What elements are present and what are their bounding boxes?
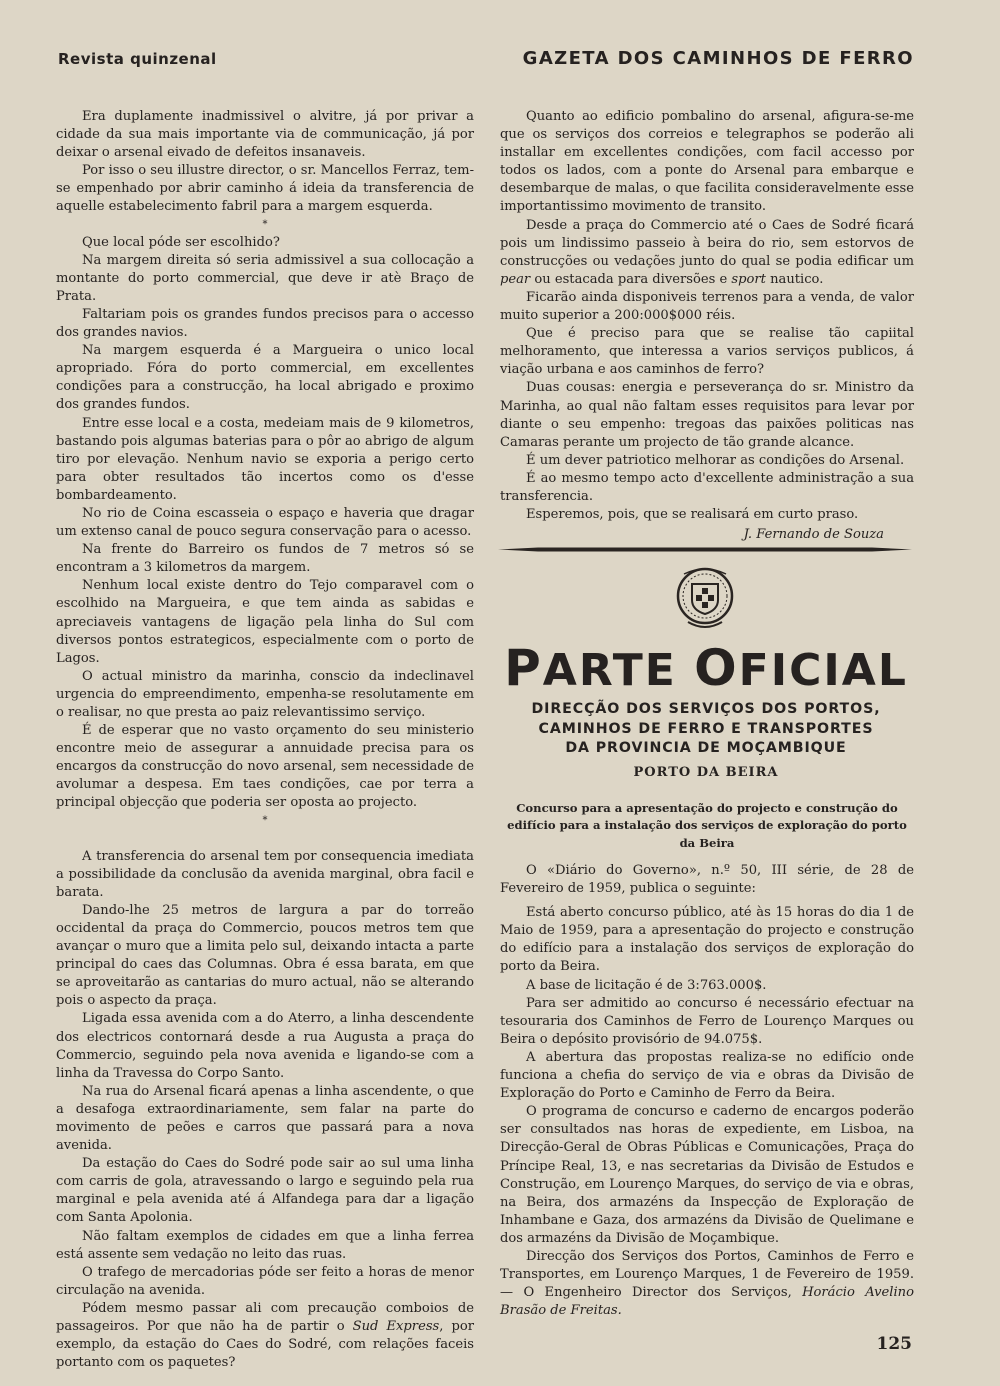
page-header bbox=[58, 50, 914, 74]
notice-title: Concurso para a apresentação do projecto e construção do edifício para a instalação dos serviços de exploração do porto da Beira bbox=[507, 801, 907, 850]
header-right: GAZETA DOS CAMINHOS DE FERRO bbox=[522, 48, 914, 69]
paragraph: Está aberto concurso público, até às 15 horas do dia 1 de Maio de 1959, para a apresentação do projecto e construção do edifício para a instalação dos serviços de exploração do porto da Beira. bbox=[500, 905, 914, 975]
paragraph: Nenhum local existe dentro do Tejo comparavel com o escolhido na Margueira, e que tem ainda as sabidas e apreciaveis vantagens de ligação pela linha do Sul com diversos pontos estrategicos, especialmente com o porto de Lagos. bbox=[56, 578, 474, 666]
paragraph: Na margem esquerda é a Margueira o unico local apropriado. Fóra do porto commercial, em excellentes condições para a construcção, ha local abrigado e proximo dos grandes fundos. bbox=[56, 343, 474, 413]
paragraph: Ficarão ainda disponiveis terrenos para a venda, de valor muito superior a 200:000$000 réis. bbox=[500, 289, 914, 324]
emphasis-text: sport bbox=[731, 271, 766, 287]
paragraph: Na margem direita só seria admissivel a sua collocação a montante do porto commercial, que deve ir atè Braço de Prata. bbox=[56, 252, 474, 304]
paragraph: Que é preciso para que se realise tão capiital melhoramento, que interessa a varios serviços publicos, á viação urbana e aos caminhos de ferro? bbox=[500, 326, 914, 378]
text-run: Pódem mesmo passar ali com precaução comboios de passageiros. Por que não ha de partir o bbox=[56, 1300, 474, 1334]
text-run: Direcção dos Serviços dos Portos, Caminhos de Ferro e Transportes, em Lourenço Marques, 1 de Fevereiro de 1959. — O Engenheiro Director dos Serviços, bbox=[500, 1248, 914, 1301]
paragraph: Na rua do Arsenal ficará apenas a linha ascendente, o que a desafoga extraordinariamente, sem falar na parte do movimento de peões e carros que passará para a nova avenida. bbox=[56, 1083, 474, 1154]
department-heading bbox=[498, 700, 914, 759]
heading-line: CAMINHOS DE FERRO E TRANSPORTES bbox=[538, 720, 874, 737]
paragraph bbox=[56, 1300, 474, 1372]
emphasis-text: Sud Express bbox=[352, 1319, 440, 1334]
right-column bbox=[500, 108, 914, 544]
paragraph: A abertura das propostas realiza-se no edifício onde funciona a chefia do serviço de via e obras da Divisão de Exploração do Porto e Caminho de Ferro da Beira. bbox=[500, 1049, 914, 1102]
text-run: Desde a praça do Commercio até o Caes de Sodré ficará pois um lindissimo passeio à beira do rio, sem estorvos de construcções ou vedações junto do qual se podia edificar um bbox=[500, 217, 914, 269]
title-initial: P bbox=[504, 639, 543, 697]
paragraph: Era duplamente inadmissivel o alvitre, já por privar a cidade da sua mais importante via de communicação, já por deixar o arsenal eivado de defeitos insanaveis. bbox=[56, 109, 474, 161]
paragraph: É de esperar que no vasto orçamento do seu ministerio encontre meio de assegurar a annuidade precisa para os encargos da construcção do novo arsenal, sem necessidade de avolumar a despesa. Em taes condições, cae por terra a principal objecção que poderia ser oposta ao projecto. bbox=[56, 723, 474, 811]
section-separator: * bbox=[262, 218, 268, 230]
left-column bbox=[56, 108, 474, 1372]
paragraph: Para ser admitido ao concurso é necessário efectuar na tesouraria dos Caminhos de Ferro de Lourenço Marques ou Beira o depósito provisório de 94.075$. bbox=[500, 995, 914, 1047]
paragraph: É um dever patriotico melhorar as condições do Arsenal. bbox=[526, 452, 905, 468]
section-separator: * bbox=[262, 814, 268, 826]
paragraph: Duas cousas: energia e perseverança do sr. Ministro da Marinha, ao qual não faltam esses requisitos para levar por diante o seu empenho: tregoas das paixões politicas nas Camaras perante um projecto de tão grande alcance. bbox=[500, 380, 914, 450]
notice-body bbox=[500, 862, 914, 1320]
section-divider bbox=[498, 544, 912, 555]
paragraph bbox=[500, 1248, 914, 1320]
text-run: , por exemplo, da estação do Caes do Sodré, com relações faceis portanto com os paquetes? bbox=[56, 1319, 474, 1371]
subheading: PORTO DA BEIRA bbox=[633, 765, 779, 780]
paragraph: O programa de concurso e caderno de encargos poderão ser consultados nas horas de expediente, em Lisboa, na Direcção-Geral de Obras Públicas e Comunicações, Praça do Príncipe Real, 13, e nas secretarias da Divisão de Estudos e Construção, em Lourenço Marques, do serviço de via e obras, na Beira, dos armazéns da Inspecção de Exploração de Inhambane e Gaza, dos armazéns da Divisão de Quelimane e dos armazéns da Divisão de Moçambique. bbox=[500, 1104, 914, 1246]
section-title bbox=[498, 639, 914, 697]
paragraph: O «Diário do Governo», n.º 50, III série, de 28 de Fevereiro de 1959, publica o seguinte: bbox=[500, 863, 914, 897]
paragraph bbox=[500, 217, 914, 289]
paragraph: O trafego de mercadorias póde ser feito a horas de menor circulação na avenida. bbox=[56, 1264, 474, 1298]
author-signature: J. Fernando de Souza bbox=[743, 527, 884, 543]
paragraph: No rio de Coina escasseia o espaço e haveria que dragar um extenso canal de pouco segura conservação para o acesso. bbox=[56, 505, 474, 540]
paragraph: Não faltam exemplos de cidades em que a linha ferrea está assente sem vedação no leito das ruas. bbox=[56, 1228, 474, 1262]
emphasis-text: Horácio Avelino Brasão de Freitas. bbox=[500, 1285, 914, 1319]
paragraph: Quanto ao edificio pombalino do arsenal, afigura-se-me que os serviços dos correios e telegraphos se poderão ali installar em excellentes condições, com facil accesso por todos os lados, com a ponte do Arsenal para embarque e desembarque de malas, o que facilita consideravelmente esse importantissimo movimento de transito. bbox=[500, 109, 914, 215]
paragraph: O actual ministro da marinha, conscio da indeclinavel urgencia do empreendimento, empenha-se resolutamente em o realisar, no que presta ao paiz relevantissimo serviço. bbox=[56, 668, 474, 720]
coat-of-arms-icon bbox=[674, 566, 736, 638]
header-left: Revista quinzenal bbox=[58, 50, 217, 68]
paragraph: Que local póde ser escolhido? bbox=[82, 234, 280, 250]
title-initial: O bbox=[694, 639, 739, 697]
paragraph: É ao mesmo tempo acto d'excellente administração a sua transferencia. bbox=[500, 470, 914, 504]
title-part: FICIAL bbox=[738, 645, 908, 696]
title-part: ARTE bbox=[542, 645, 695, 696]
paragraph: Entre esse local e a costa, medeiam mais de 9 kilometros, bastando pois algumas baterias para o pôr ao abrigo de algum tiro por elevação. Nenhum navio se exporia a perigo certo para obter resultados tão incertos como os d'esse bombardeamento. bbox=[56, 415, 474, 503]
paragraph: Dando-lhe 25 metros de largura a par do torreão occidental da praça do Commercio, poucos metros tem que avançar o muro que a limita pelo sul, deixando intacta a parte principal do caes das Columnas. Obra é essa barata, em que se aproveitarão as cantarias do muro actual, não se alterando pois o aspecto da praça. bbox=[56, 902, 474, 1009]
paragraph: Faltariam pois os grandes fundos precisos para o accesso dos grandes navios. bbox=[56, 306, 474, 341]
paragraph: Ligada essa avenida com a do Aterro, a linha descendente dos electricos contornará desde a rua Augusta a praça do Commercio, seguindo pela nova avenida e ligando-se com a linha da Travessa do Corpo Santo. bbox=[56, 1011, 474, 1081]
paragraph: Esperemos, pois, que se realisará em curto praso. bbox=[526, 507, 859, 523]
paragraph: Por isso o seu illustre director, o sr. Mancellos Ferraz, tem-se empenhado por abrir caminho á ideia da transferencia de aquelle estabelecimento fabril para a margem esquerda. bbox=[56, 163, 475, 215]
page-number: 125 bbox=[876, 1334, 912, 1354]
paragraph: A transferencia do arsenal tem por consequencia imediata a possibilidade da conclusão da avenida marginal, obra facil e barata. bbox=[56, 848, 474, 900]
paragraph: A base de licitação é de 3:763.000$. bbox=[526, 977, 767, 993]
paragraph: Na frente do Barreiro os fundos de 7 metros só se encontram a 3 kilometros da margem. bbox=[56, 542, 474, 576]
emphasis-text: pear bbox=[500, 271, 531, 287]
paragraph: Da estação do Caes do Sodré pode sair ao sul uma linha com carris de gola, atravessando o largo e seguindo pela rua marginal e pela avenida até á Alfandega para dar a ligação com Santa Apolonia. bbox=[56, 1156, 474, 1226]
text-run: ou estacada para diversões e bbox=[530, 271, 732, 287]
text-run: nautico. bbox=[765, 271, 824, 287]
heading-line: DIRECÇÃO DOS SERVIÇOS DOS PORTOS, bbox=[531, 701, 881, 717]
heading-line: DA PROVINCIA DE MOÇAMBIQUE bbox=[565, 740, 847, 756]
